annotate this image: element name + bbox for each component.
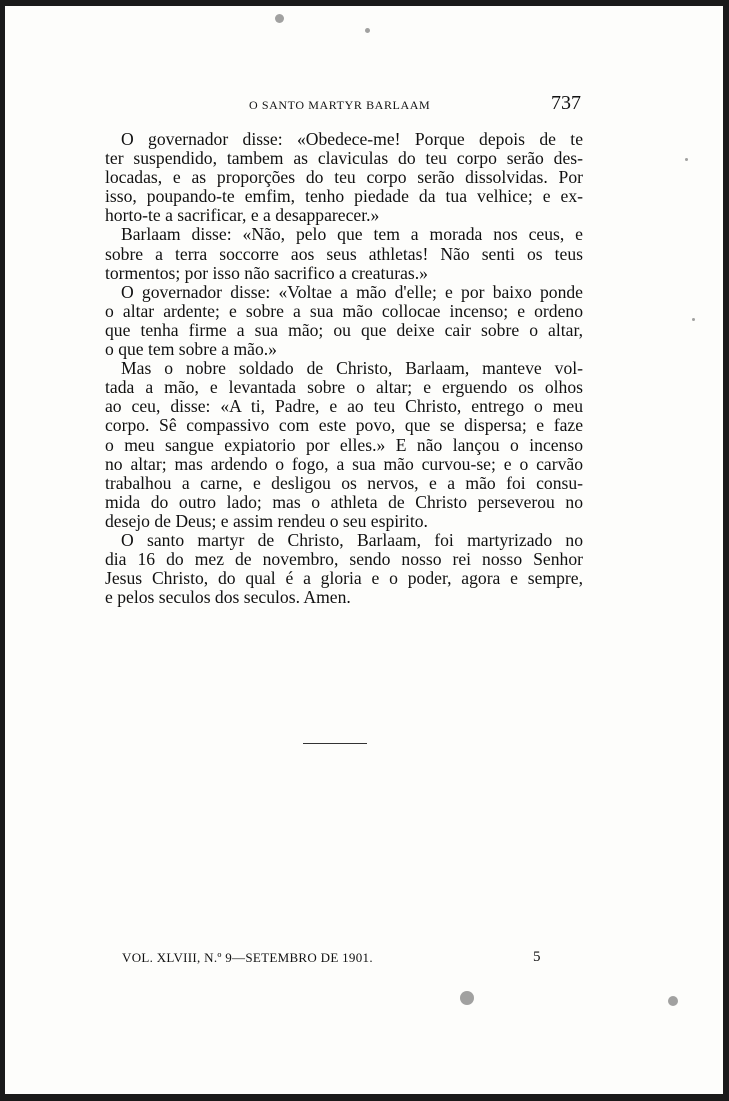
text-line: Jesus Christo, do qual é a gloria e o poder, agora e sempre,: [105, 568, 583, 589]
signature-mark: 5: [533, 949, 541, 965]
running-title: O SANTO MARTYR BARLAAM: [249, 98, 431, 112]
text-line: dia 16 do mez de novembro, sendo nosso rei nosso Senhor: [105, 549, 583, 570]
text-line: trabalhou a carne, e desligou os nervos, e a mão foi consu-: [105, 472, 583, 493]
text-line: locadas, e as proporções do teu corpo serão dissolvidas. Por: [105, 167, 583, 188]
text-line: o que tem sobre a mão.»: [105, 339, 277, 360]
text-line: O santo martyr de Christo, Barlaam, foi martyrizado no: [121, 529, 583, 550]
text-line: no altar; mas ardendo o fogo, a sua mão curvou-se; e o carvão: [105, 453, 583, 474]
text-line: ao ceu, disse: «A ti, Padre, e ao teu Christo, entrego o meu: [105, 396, 583, 417]
text-line: que tenha firme a sua mão; ou que deixe cair sobre o altar,: [105, 319, 583, 340]
scan-speck: [365, 28, 370, 33]
text-line: e pelos seculos dos seculos. Amen.: [105, 587, 351, 608]
page-header: [115, 92, 595, 120]
text-line: O governador disse: «Obedece-me! Porque depois de te: [121, 129, 583, 149]
scan-speck: [685, 158, 688, 161]
paragraph: [105, 130, 583, 225]
paragraph: [105, 531, 583, 607]
text-line: o meu sangue expiatorio por elles.» E não lançou o incenso: [105, 434, 583, 455]
text-line: sobre a terra soccorre aos seus athletas! Não senti os teus: [105, 243, 583, 264]
page-number: 737: [551, 92, 581, 114]
body-text: [105, 130, 583, 607]
text-line: Mas o nobre soldado de Christo, Barlaam, manteve vol-: [121, 358, 583, 379]
section-divider: [303, 743, 367, 744]
volume-line: VOL. XLVIII, N.º 9—SETEMBRO DE 1901.: [122, 950, 373, 965]
paragraph: [105, 283, 583, 359]
scan-speck: [275, 14, 284, 23]
text-line: isso, poupando-te emfim, tenho piedade da tua velhice; e ex-: [105, 186, 583, 207]
text-line: ter suspendido, tambem as claviculas do teu corpo serão des-: [105, 148, 583, 169]
text-line: mida do outro lado; mas o athleta de Christo perseverou no: [105, 491, 583, 512]
text-line: o altar ardente; e sobre a sua mão collocae incenso; e ordeno: [105, 300, 583, 321]
page-footer: [122, 950, 542, 970]
paragraph: [105, 359, 583, 531]
text-line: corpo. Sê compassivo com este povo, que se dispersa; e faze: [105, 415, 583, 436]
text-line: O governador disse: «Voltae a mão d'elle; e por baixo ponde: [121, 281, 583, 302]
scan-speck: [460, 991, 474, 1005]
text-line: tormentos; por isso não sacrifico a creaturas.»: [105, 262, 428, 283]
scan-speck: [668, 996, 678, 1006]
text-line: tada a mão, e levantada sobre o altar; e erguendo os olhos: [105, 377, 583, 398]
scan-speck: [692, 318, 695, 321]
paragraph: [105, 225, 583, 282]
text-line: desejo de Deus; e assim rendeu o seu espirito.: [105, 510, 428, 531]
text-line: Barlaam disse: «Não, pelo que tem a morada nos ceus, e: [121, 224, 583, 245]
text-line: horto-te a sacrificar, e a desapparecer.»: [105, 205, 380, 226]
